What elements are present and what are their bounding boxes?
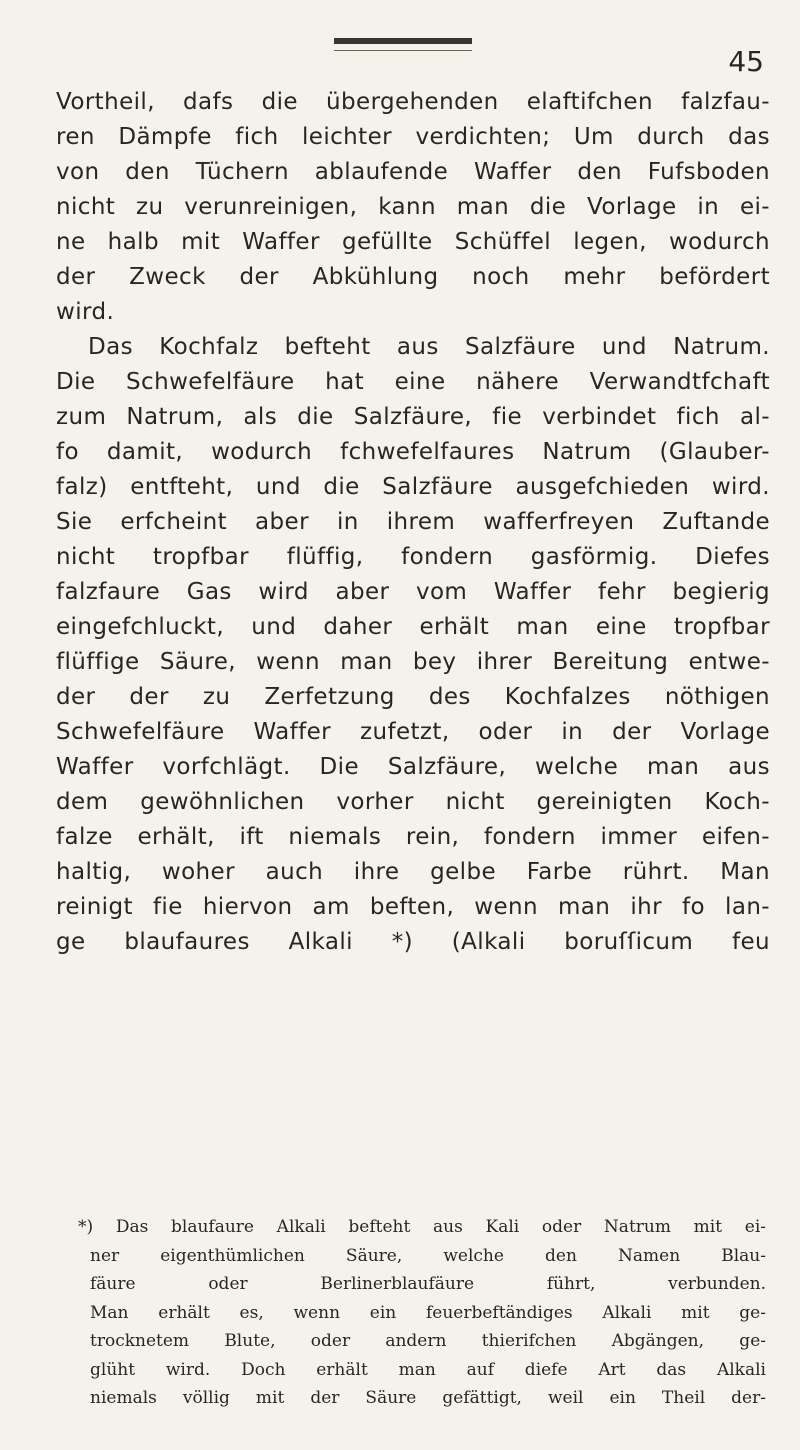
- footnote: [78, 1213, 766, 1413]
- body-line: fo damit, wodurch fchwefelfaures Natrum (Glauber-: [56, 439, 770, 465]
- body-text: [56, 85, 770, 960]
- body-line: Das Kochfalz befteht aus Salzfäure und Natrum.: [88, 334, 770, 360]
- body-line: falzfaure Gas wird aber vom Waffer fehr begierig: [56, 579, 770, 605]
- body-line: flüffige Säure, wenn man bey ihrer Bereitung entwe-: [56, 649, 770, 675]
- footnote-line: *) Das blaufaure Alkali befteht aus Kali oder Natrum mit ei-: [78, 1217, 766, 1237]
- header-rule: [334, 38, 472, 44]
- page-number: 45: [728, 45, 764, 78]
- header-rule-thin: [334, 50, 472, 51]
- footnote-line: glüht wird. Doch erhält man auf diefe Art das Alkali: [90, 1359, 766, 1380]
- body-line: reinigt fie hiervon am beften, wenn man ihr fo lan-: [56, 894, 770, 920]
- body-line: wird.: [56, 299, 115, 325]
- body-line: dem gewöhnlichen vorher nicht gereinigten Koch-: [56, 789, 770, 815]
- body-line: Waffer vorfchlägt. Die Salzfäure, welche man aus: [56, 754, 770, 780]
- body-line: ne halb mit Waffer gefüllte Schüffel legen, wodurch: [56, 229, 770, 255]
- footnote-line: Man erhält es, wenn ein feuerbeftändiges Alkali mit ge-: [90, 1302, 766, 1323]
- footnote-line: trocknetem Blute, oder andern thierifchen Abgängen, ge-: [90, 1331, 766, 1351]
- body-line: nicht zu verunreinigen, kann man die Vorlage in ei-: [56, 194, 770, 220]
- body-line: ren Dämpfe fich leichter verdichten; Um durch das: [56, 124, 770, 150]
- body-line: haltig, woher auch ihre gelbe Farbe rührt. Man: [56, 859, 770, 885]
- body-line: falze erhält, ift niemals rein, fondern immer eifen-: [56, 824, 770, 850]
- footnote-line: fäure oder Berlinerblaufäure führt, verbunden.: [90, 1274, 766, 1294]
- body-line: falz) entfteht, und die Salzfäure ausgefchieden wird.: [56, 474, 770, 500]
- body-line: der der zu Zerfetzung des Kochfalzes nöthigen: [56, 684, 770, 710]
- footnote-line: niemals völlig mit der Säure gefättigt, weil ein Theil der-: [90, 1388, 766, 1408]
- body-line: Schwefelfäure Waffer zufetzt, oder in der Vorlage: [56, 719, 770, 745]
- body-line: zum Natrum, als die Salzfäure, fie verbindet fich al-: [56, 404, 770, 430]
- body-line: Sie erfcheint aber in ihrem wafferfreyen Zuftande: [56, 509, 770, 535]
- body-line: Vortheil, dafs die übergehenden elaftifchen falzfau-: [56, 89, 770, 115]
- body-line: Die Schwefelfäure hat eine nähere Verwandtfchaft: [56, 369, 770, 395]
- body-line: nicht tropfbar flüffig, fondern gasförmig. Diefes: [56, 544, 770, 570]
- footnote-line: ner eigenthümlichen Säure, welche den Namen Blau-: [90, 1245, 766, 1266]
- body-line: eingefchluckt, und daher erhält man eine tropfbar: [56, 614, 770, 640]
- body-line: von den Tüchern ablaufende Waffer den Fufsboden: [56, 159, 770, 185]
- body-line: der Zweck der Abkühlung noch mehr befördert: [56, 264, 770, 290]
- body-line: ge blaufaures Alkali *) (Alkali boruſſicum feu: [56, 929, 770, 955]
